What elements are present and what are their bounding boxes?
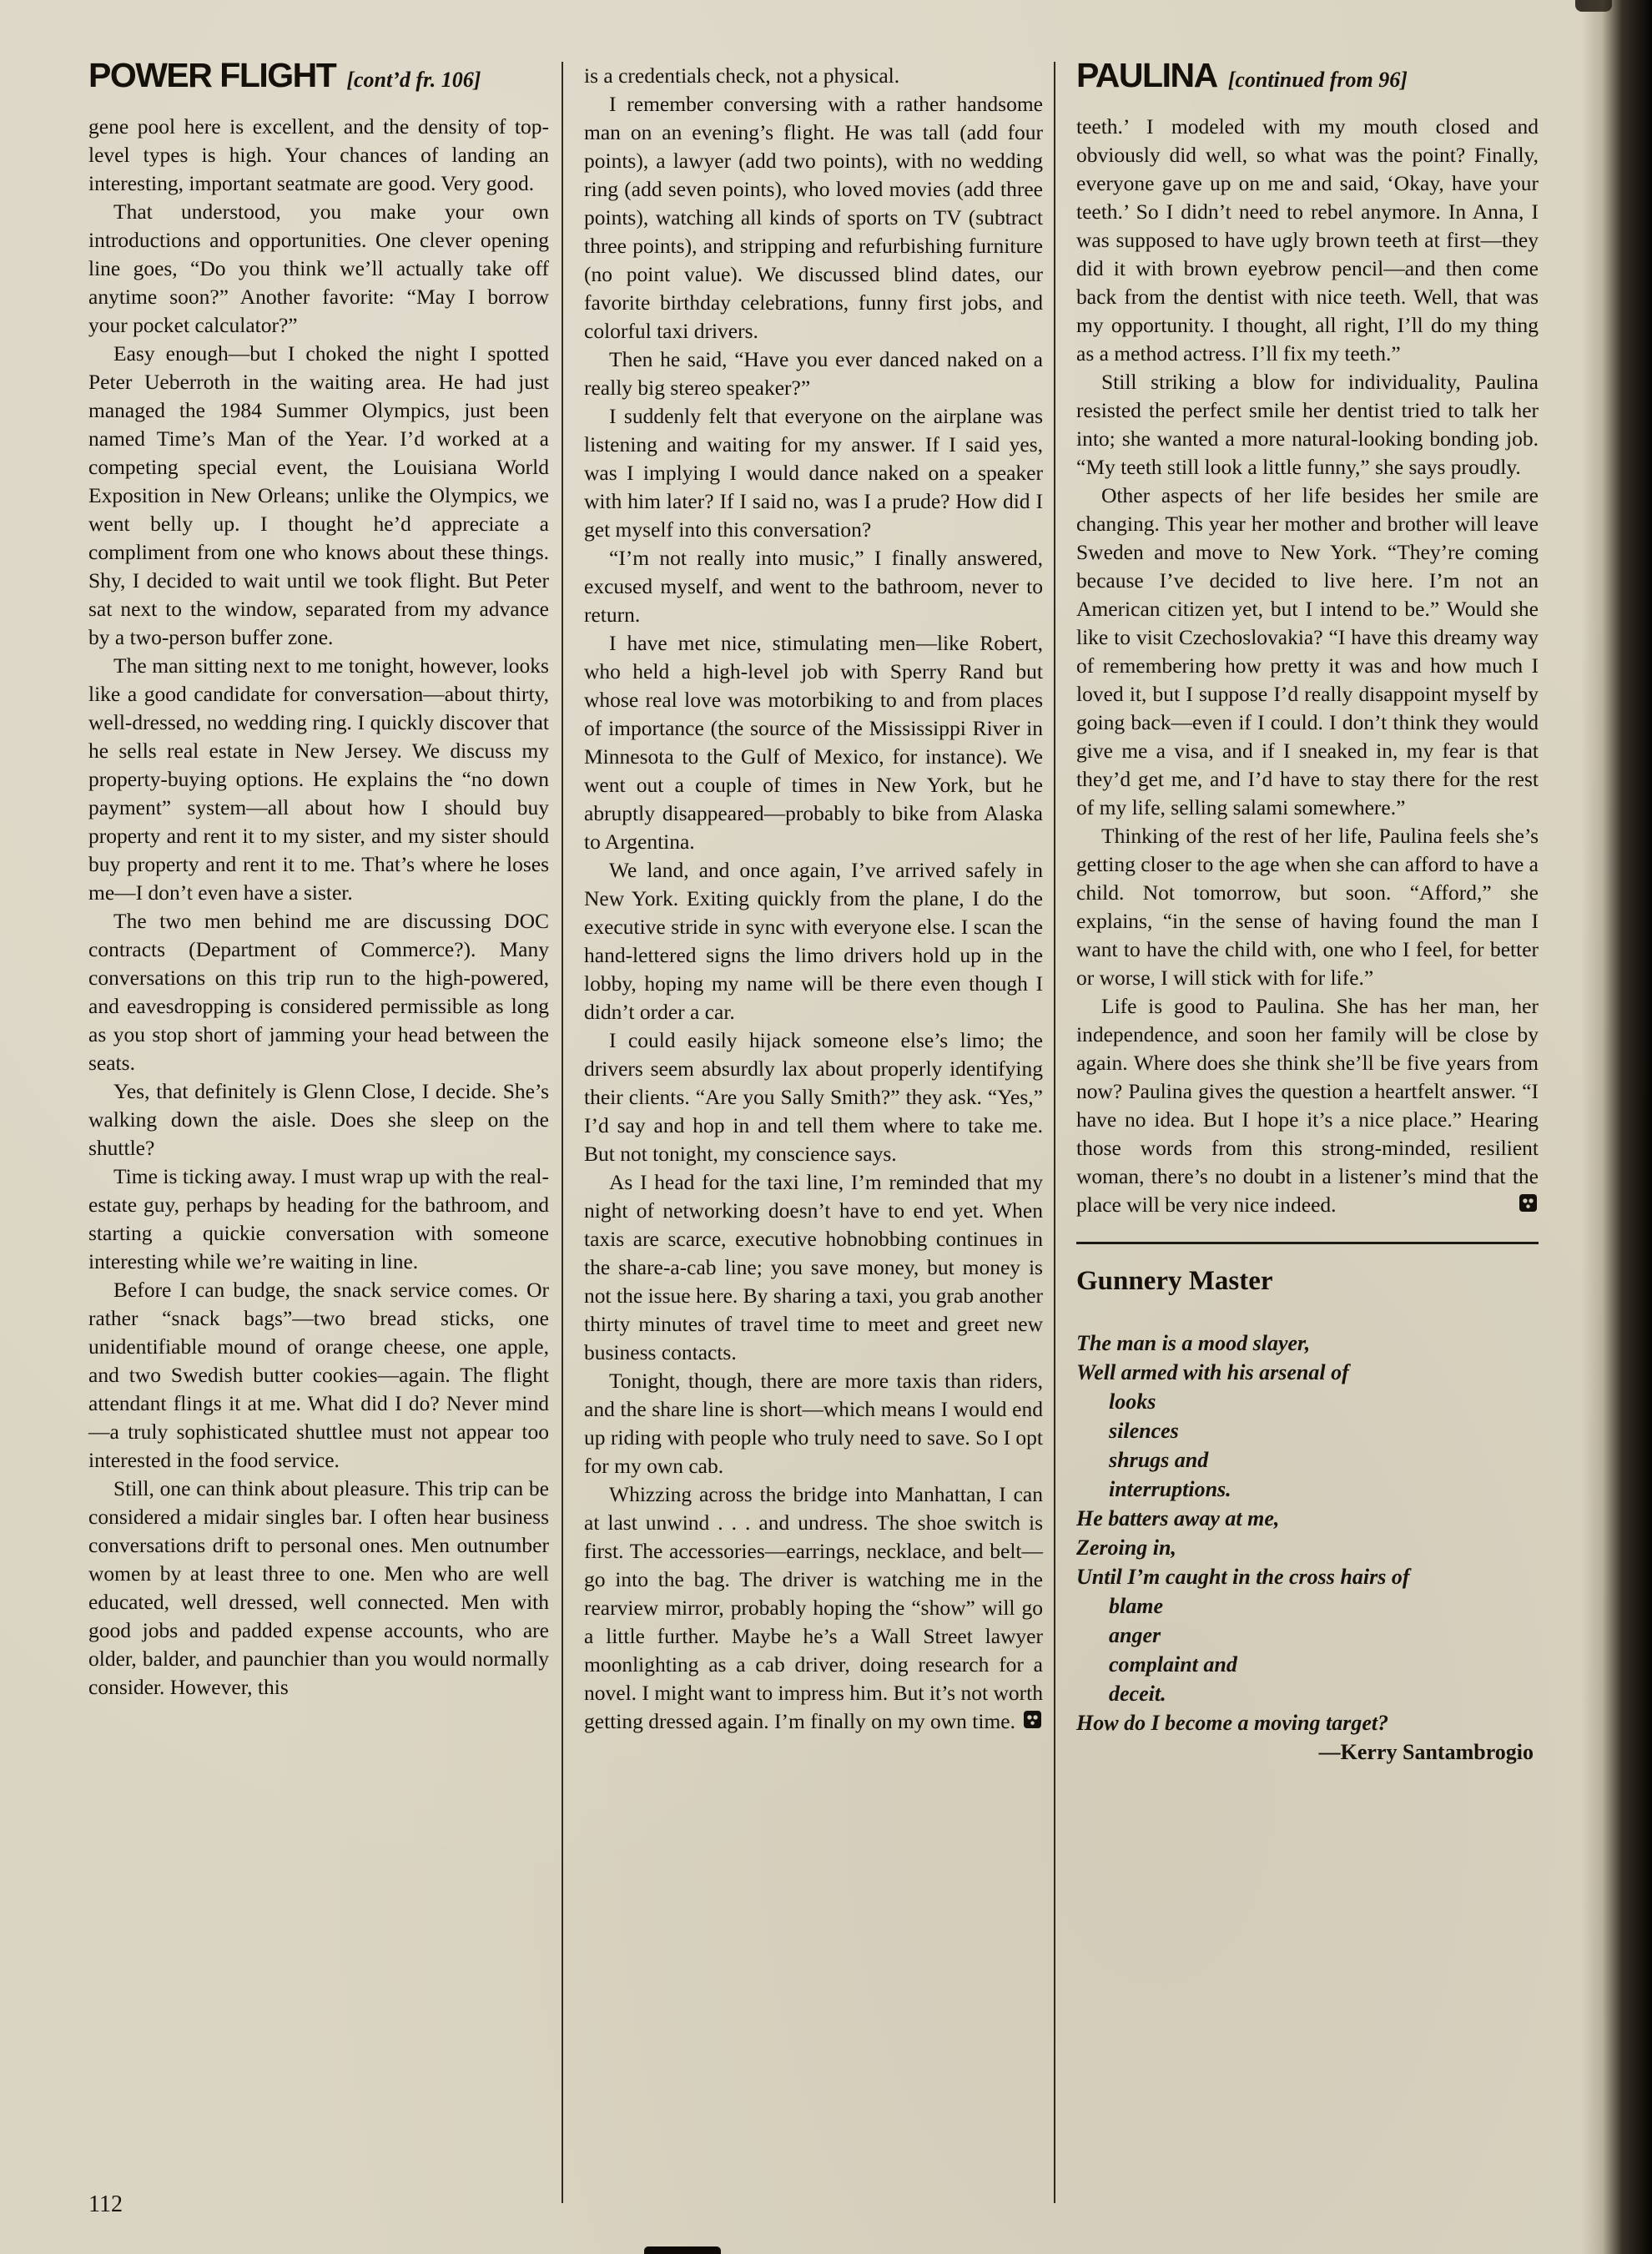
paragraph: I suddenly felt that everyone on the airplane was listening and waiting for my answer. If I said yes, was I implying I would dance naked on a speaker with him later? If I said no, was I a prude? How did I get myself into this conversation? [584, 404, 1043, 542]
poem-line: Well armed with his arsenal of [1076, 1360, 1349, 1384]
poem-line: blame [1076, 1594, 1163, 1618]
paragraph: We land, and once again, I’ve arrived safely in New York. Exiting quickly from the plane, I do the executive stride in sync with everyone else. I scan the hand-lettered signs the limo drivers hold up in the lobby, hoping my name will be there even though I didn’t order a car. [584, 858, 1043, 1024]
poem-line: How do I become a moving target? [1076, 1711, 1389, 1735]
paragraph: is a credentials check, not a physical. [584, 63, 900, 88]
paulina-header [1076, 58, 1539, 93]
paulina-continued-note: [continued from 96] [1227, 68, 1408, 92]
end-of-article-icon [1024, 1711, 1041, 1728]
paragraph: As I head for the taxi line, I’m reminded that my night of networking doesn’t have to end yet. When taxis are scarce, executive hobnobbing continues in the share-a-cab line; you save money, but money is not the issue here. By sharing a taxi, you grab another thirty minutes of travel time to meet and greet new business contacts. [584, 1170, 1043, 1364]
scan-bottom-smudge [644, 2246, 721, 2254]
poem-line: Until I’m caught in the cross hairs of [1076, 1565, 1410, 1589]
power-flight-column-1-text [88, 113, 549, 1702]
gunnery-master-title: Gunnery Master [1076, 1266, 1273, 1296]
page-number: 112 [88, 2191, 123, 2217]
power-flight-column-2-text [584, 62, 1043, 1736]
poem-line: deceit. [1076, 1682, 1166, 1706]
power-flight-continued-note: [cont’d fr. 106] [346, 68, 481, 92]
poem-line: looks [1076, 1389, 1156, 1414]
power-flight-column-2 [584, 62, 1043, 1733]
poem-line: complaint and [1076, 1652, 1237, 1677]
paragraph: The two men behind me are discussing DOC contracts (Department of Commerce?). Many conversations on this trip run to the high-powered, and eavesdropping is considered permissible as long as you stop short of jamming your head between the seats. [88, 909, 549, 1075]
paragraph: Then he said, “Have you ever danced naked on a really big stereo speaker?” [584, 347, 1043, 400]
section-divider-rule [1076, 1242, 1539, 1244]
poem-line: Zeroing in, [1076, 1535, 1176, 1560]
column-divider-rule [562, 62, 563, 2203]
paragraph: Whizzing across the bridge into Manhattan, I can at last unwind . . . and undress. The shoe switch is first. The accessories—earrings, necklace, and belt—go into the bag. The driver is watching me in the rearview mirror, probably hoping the “show” will go a little further. Maybe he’s a Wall Street lawyer moonlighting as a cab driver, doing research for a novel. I might want to impress him. But it’s not worth getting dressed again. I’m finally on my own time. [584, 1482, 1043, 1733]
scan-corner-smudge [1575, 0, 1612, 12]
poem-byline: —Kerry Santambrogio [1318, 1740, 1534, 1764]
poem-line: interruptions. [1076, 1477, 1231, 1501]
poem-line: He batters away at me, [1076, 1506, 1280, 1530]
poem-line: anger [1076, 1623, 1161, 1647]
power-flight-title: POWER FLIGHT [88, 56, 336, 94]
paragraph: I remember conversing with a rather handsome man on an evening’s flight. He was tall (add four points), a lawyer (add two points), with no wedding ring (add seven points), who loved movies (add three points), watching all kinds of sports on TV (subtract three points), and stripping and refurbishing furniture (no point value). We discussed blind dates, our favorite birthday celebrations, funny first jobs, and colorful taxi drivers. [584, 92, 1043, 343]
paragraph: Easy enough—but I choked the night I spotted Peter Ueberroth in the waiting area. He had just managed the 1984 Summer Olympics, just been named Time’s Man of the Year. I’d worked at a competing special event, the Louisiana World Exposition in New Orleans; unlike the Olympics, we went belly up. I thought he’d appreciate a compliment from one who knows about these things. Shy, I decided to wait until we took flight. But Peter sat next to the window, separated from my advance by a two-person buffer zone. [88, 341, 549, 649]
paragraph: Yes, that definitely is Glenn Close, I decide. She’s walking down the aisle. Does she sleep on the shuttle? [88, 1079, 549, 1160]
paulina-column [1076, 58, 1539, 1767]
gunnery-master-poem [1076, 1329, 1539, 1737]
paragraph: Life is good to Paulina. She has her man, her independence, and soon her family will be close by again. Where does she think she’ll be five years from now? Paulina gives the question a heartfelt answer. “I have no idea. But I hope it’s a nice place.” Hearing those words from this strong-minded, resilient woman, there’s no doubt in a listener’s mind that the place will be very nice indeed. [1076, 994, 1539, 1217]
paulina-title: PAULINA [1076, 56, 1217, 94]
paragraph: gene pool here is excellent, and the density of top-level types is high. Your chances of landing an interesting, important seatmate are good. Very good. [88, 114, 549, 195]
paragraph: “I’m not really into music,” I finally answered, excused myself, and went to the bathroom, never to return. [584, 546, 1043, 627]
poem-line: silences [1076, 1419, 1179, 1443]
power-flight-header [88, 58, 549, 93]
paragraph: I have met nice, stimulating men—like Robert, who held a high-level job with Sperry Rand but whose real love was motorbiking to and from places of importance (the source of the Mississippi River in Minnesota to the Gulf of Mexico, for instance). We went out a couple of times in New York, but he abruptly disappeared—probably to bike from Alaska to Argentina. [584, 631, 1043, 854]
paragraph: That understood, you make your own introductions and opportunities. One clever opening line goes, “Do you think we’ll actually take off anytime soon?” Another favorite: “May I borrow your pocket calculator?” [88, 199, 549, 337]
paragraph: Thinking of the rest of her life, Paulina feels she’s getting closer to the age when she can afford to have a child. Not tomorrow, but soon. “Afford,” she explains, “in the sense of having found the man I want to have the child with, one who I feel, for better or worse, I will stick with for life.” [1076, 824, 1539, 990]
power-flight-column-1 [88, 58, 549, 1702]
poem-line: The man is a mood slayer, [1076, 1331, 1311, 1355]
paragraph: Still, one can think about pleasure. This trip can be considered a midair singles bar. I often hear business conversations drift to personal ones. Men outnumber women by at least three to one. Men who are well educated, well dressed, well connected. Men with good jobs and padded expense accounts, who are older, balder, and paunchier than you would normally consider. However, this [88, 1476, 549, 1699]
column-divider-rule [1054, 62, 1055, 2203]
paragraph: Time is ticking away. I must wrap up with the real-estate guy, perhaps by heading for the bathroom, and starting a quickie conversation with someone interesting while we’re waiting in line. [88, 1164, 549, 1273]
paragraph: Still striking a blow for individuality, Paulina resisted the perfect smile her dentist tried to talk her into; she wanted a more natural-looking bonding job. “My teeth still look a little funny,” she says proudly. [1076, 370, 1539, 479]
scan-edge-shadow [1581, 0, 1652, 2254]
paulina-text [1076, 113, 1539, 1219]
paragraph: I could easily hijack someone else’s limo; the drivers seem absurdly lax about properly identifying their clients. “Are you Sally Smith?” they ask. “Yes,” I’d say and hop in and tell them where to take me. But not tonight, my conscience says. [584, 1028, 1043, 1166]
paragraph: Tonight, though, there are more taxis than riders, and the share line is short—which means I would end up riding with people who truly need to save. So I opt for my own cab. [584, 1369, 1043, 1478]
poem-line: shrugs and [1076, 1448, 1209, 1472]
end-of-article-icon [1519, 1194, 1537, 1212]
paragraph: teeth.’ I modeled with my mouth closed and obviously did well, so what was the point? Finally, everyone gave up on me and said, ‘Okay, have your teeth.’ So I didn’t need to rebel anymore. In Anna, I was supposed to have ugly brown teeth at first—they did it with brown eyebrow pencil—and then come back from the dentist with nice teeth. Well, that was my opportunity. I thought, all right, I’ll do my thing as a method actress. I’ll fix my teeth.” [1076, 114, 1539, 366]
paragraph: The man sitting next to me tonight, however, looks like a good candidate for conversation—about thirty, well-dressed, no wedding ring. I quickly discover that he sells real estate in New Jersey. We discuss my property-buying options. He explains the “no down payment” system—all about how I should buy property and rent it to my sister, and my sister should buy property and rent it to me. That’s where he loses me—I don’t even have a sister. [88, 653, 549, 905]
paragraph: Other aspects of her life besides her smile are changing. This year her mother and brother will leave Sweden and move to New York. “They’re coming because I’ve decided to live here. I’m not an American citizen yet, but I intend to be.” Would she like to visit Czechoslovakia? “I have this dreamy way of remembering how pretty it was and how much I loved it, but I suppose I’d really disappoint myself by going back—even if I could. I don’t think they would give me a visa, and if I sneaked in, my fear is that they’d get me, and I’d have to stay there for the rest of my life, selling salami somewhere.” [1076, 483, 1539, 819]
paragraph: Before I can budge, the snack service comes. Or rather “snack bags”—two bread sticks, one unidentifiable mound of orange cheese, one apple, and two Swedish butter cookies—again. The flight attendant flings it at me. What did I do? Never mind—a truly sophisticated shuttlee must not appear too interested in the food service. [88, 1278, 549, 1472]
